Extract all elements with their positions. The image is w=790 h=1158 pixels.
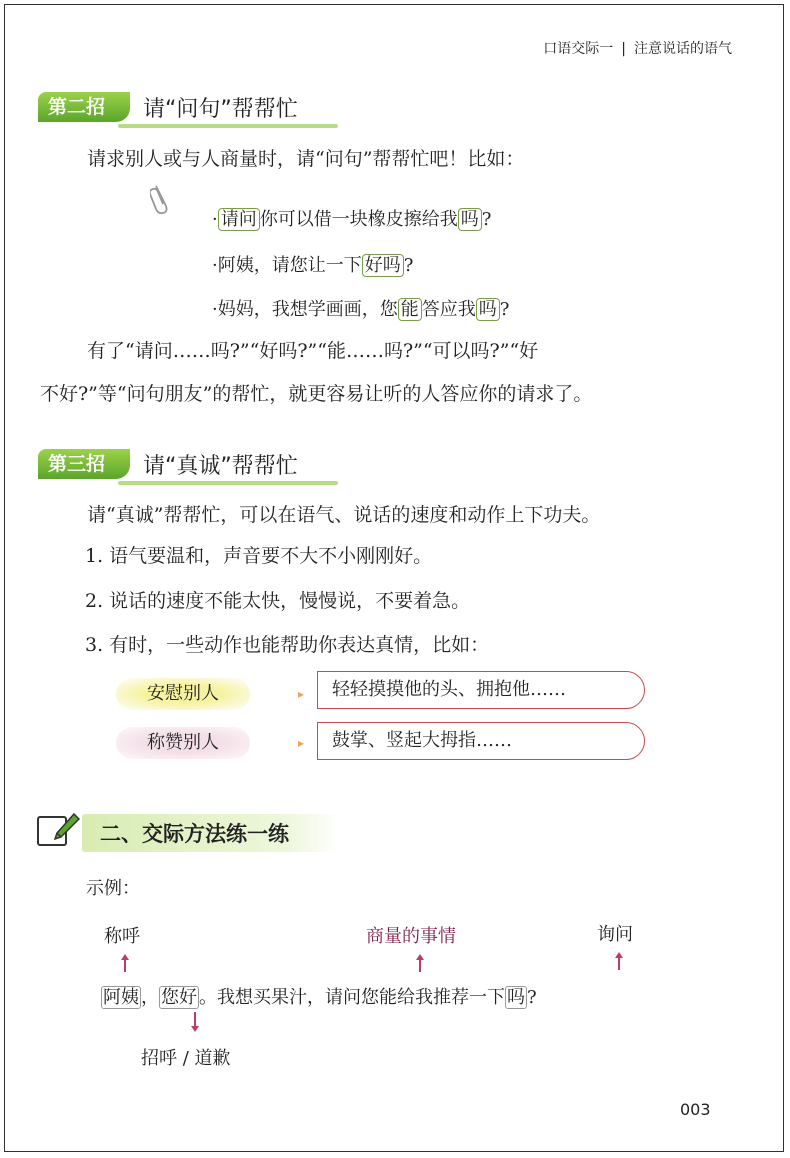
example-end: ? bbox=[481, 209, 492, 230]
example-text: 阿姨，请您让一下 bbox=[217, 255, 362, 276]
sentence-text: 。我想买果汁，请问您能给我推荐一下 bbox=[199, 987, 505, 1008]
action-label-praise: 称赞别人 bbox=[116, 727, 250, 759]
running-header bbox=[543, 38, 732, 58]
boxed-word: 吗 bbox=[458, 208, 482, 231]
section2-title: 请“问句”帮帮忙 bbox=[143, 97, 298, 122]
boxed-word: 吗 bbox=[476, 298, 500, 321]
boxed-greet: 您好 bbox=[161, 987, 197, 1008]
bullet: · bbox=[212, 299, 218, 320]
section3-intro: 请“真诚”帮帮忙，可以在语气、说话的速度和动作上下功夫。 bbox=[87, 504, 601, 526]
section3-point-2: 2. 说话的速度不能太快，慢慢说，不要着急。 bbox=[85, 590, 471, 612]
boxed-word: 请问 bbox=[218, 208, 260, 231]
bullet: · bbox=[212, 209, 218, 230]
label-call: 称呼 bbox=[104, 926, 140, 947]
arrow-icon: ▸ bbox=[298, 687, 305, 701]
example-1 bbox=[212, 205, 491, 231]
arrow-line bbox=[194, 1012, 196, 1026]
section2-badge: 第二招 bbox=[38, 92, 130, 122]
header-separator: | bbox=[621, 41, 626, 57]
boxed-ask: 吗 bbox=[507, 987, 525, 1008]
example-text: 答应我 bbox=[421, 299, 476, 320]
section3-underline bbox=[118, 481, 338, 485]
section2-intro: 请求别人或与人商量时，请“问句”帮帮忙吧！比如： bbox=[87, 148, 525, 170]
example-end: ? bbox=[403, 255, 414, 276]
example-text: 你可以借一块橡皮擦给我 bbox=[259, 209, 458, 230]
section3-badge: 第三招 bbox=[38, 449, 130, 479]
bullet: · bbox=[212, 255, 218, 276]
boxed-word: 好吗 bbox=[362, 254, 404, 277]
arrow-line bbox=[124, 960, 126, 972]
arrow-line bbox=[419, 960, 421, 972]
section2-underline bbox=[118, 124, 338, 128]
paperclip-icon bbox=[150, 182, 172, 216]
example-text: 妈妈，我想学画画，您 bbox=[217, 299, 398, 320]
header-unit: 口语交际一 bbox=[543, 41, 614, 57]
sentence-end: ? bbox=[527, 987, 537, 1008]
label-greet: 招呼 / 道歉 bbox=[141, 1048, 231, 1069]
arrow-icon: ▸ bbox=[298, 736, 305, 750]
section2-summary-line2: 不好?”等“问句朋友”的帮忙，就更容易让听的人答应你的请求了。 bbox=[40, 383, 593, 405]
label-matter: 商量的事情 bbox=[366, 926, 456, 947]
example-2 bbox=[212, 251, 413, 277]
label-ask: 询问 bbox=[597, 924, 633, 945]
section3-point-1: 1. 语气要温和，声音要不大不小刚刚好。 bbox=[85, 545, 433, 567]
pencil-icon bbox=[50, 812, 80, 844]
arrow-line bbox=[618, 958, 620, 970]
action-label-comfort: 安慰别人 bbox=[116, 678, 250, 710]
part2-title: 二、交际方法练一练 bbox=[100, 822, 289, 846]
arrow-down-icon bbox=[191, 1026, 199, 1032]
example-sentence bbox=[101, 983, 537, 1009]
example-3 bbox=[212, 295, 509, 321]
sentence-text: ， bbox=[141, 987, 159, 1008]
example-end: ? bbox=[499, 299, 510, 320]
boxed-word: 能 bbox=[398, 298, 422, 321]
section3-point-3: 3. 有时，一些动作也能帮助你表达真情，比如： bbox=[85, 634, 490, 656]
page-frame bbox=[4, 4, 784, 1152]
boxed-call: 阿姨 bbox=[103, 987, 139, 1008]
section3-title: 请“真诚”帮帮忙 bbox=[143, 454, 298, 479]
page-number: 003 bbox=[680, 1100, 711, 1119]
action-desc-praise: 鼓掌、竖起大拇指…… bbox=[317, 722, 645, 760]
section2-summary-line1: 有了“请问……吗?”“好吗?”“能……吗?”“可以吗?”“好 bbox=[87, 340, 539, 362]
example-label: 示例： bbox=[86, 878, 140, 899]
header-topic: 注意说话的语气 bbox=[634, 41, 732, 57]
action-desc-comfort: 轻轻摸摸他的头、拥抱他…… bbox=[317, 671, 645, 709]
